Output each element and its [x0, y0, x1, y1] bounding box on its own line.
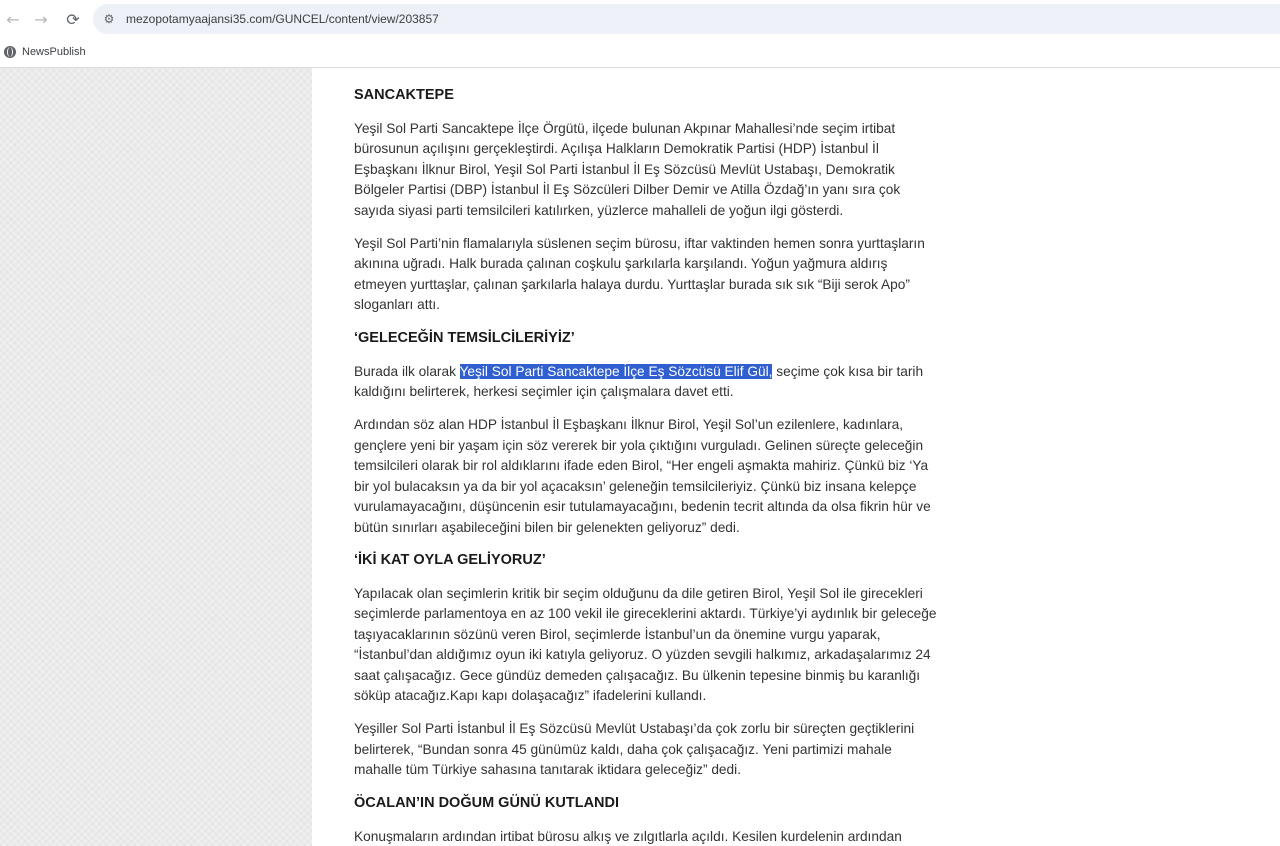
paragraph-text: Burada ilk olarak — [354, 363, 460, 379]
back-button[interactable] — [2, 8, 24, 30]
article-body — [354, 78, 940, 846]
bookmark-label: NewsPublish — [22, 46, 86, 58]
site-info-icon[interactable]: ⚙ — [103, 12, 115, 26]
paragraph: Yeşil Sol Parti Sancaktepe İlçe Örgütü, ilçede bulunan Akpınar Mahallesi’nde seçim irtibat bürosunun açılışını gerçekleştirdi. Açılışa Halkların Demokratik Partisi (HDP) İstanbul İl Eşbaşkanı İlknur Birol, Yeşil Sol Parti İstanbul İl Eş Sözcüsü Mevlüt Ustabaşı, Demokratik Bölgeler Partisi (DBP) İstanbul İl Eş Sözcüleri Dilber Demir ve Atilla Özdağ’ın yanı sıra çok sayıda siyasi parti temsilcileri katılırken, yüzlerce mahalleli de yoğun ilgi gösterdi. — [354, 121, 901, 218]
section-heading: ‘GELECEĞİN TEMSİLCİLERİYİZ’ — [354, 329, 575, 346]
reload-icon: ⟳ — [66, 9, 80, 29]
globe-icon — [4, 46, 16, 58]
section-heading: ‘İKİ KAT OYLA GELİYORUZ’ — [354, 551, 546, 568]
arrow-right-icon: → — [34, 9, 48, 29]
paragraph: Yeşil Sol Parti’nin flamalarıyla süslenen seçim bürosu, iftar vaktinden hemen sonra yurttaşların akınına uğradı. Halk burada çalınan coşkulu şarkılarla karşılandı. Yoğun yağmura aldırış etmeyen yurttaşlar, çalınan şarkılarla halaya durdu. Yurttaşlar burada sık sık “Biji serok Apo” sloganları attı. — [354, 236, 925, 313]
arrow-left-icon: ← — [6, 9, 20, 29]
browser-toolbar — [0, 0, 1280, 38]
section-heading: ÖCALAN’IN DOĞUM GÜNÜ KUTLANDI — [354, 794, 620, 811]
forward-button[interactable] — [30, 8, 52, 30]
address-bar[interactable] — [93, 4, 1280, 34]
reload-button[interactable] — [62, 8, 84, 30]
page-viewport[interactable] — [0, 68, 1280, 846]
url-text[interactable]: mezopotamyaajansi35.com/GUNCEL/content/view/203857 — [126, 12, 439, 26]
bookmark-newspublish[interactable] — [4, 43, 86, 61]
paragraph: Konuşmaların ardından irtibat bürosu alkış ve zılgıtlarla açıldı. Kesilen kurdelenin ardından — [354, 828, 902, 844]
background-pattern — [0, 68, 312, 846]
paragraph: Yapılacak olan seçimlerin kritik bir seçim olduğunu da dile getiren Birol, Yeşil Sol ile girecekleri seçimlerde parlamentoya en az 100 vekil ile gireceklerini aktardı. Türkiye’yi aydınlık bir geleceğe taşıyacaklarının sözünü veren Birol, seçimlerde İstanbul’un da önemine vurgu yaparak, “İstanbul’dan aldığımız oyun iki katıyla geliyoruz. O yüzden sevgili halkımız, arkadaşalarımız 24 saat çalışacağız. Gece gündüz demeden çalışacağız. Bu ülkenin tepesine binmiş bu karanlığı söküp atacağız.Kapı kapı dolaşacağız” ifadelerini kullandı. — [354, 585, 937, 703]
text-selection[interactable]: Yeşil Sol Parti Sancaktepe İlçe Eş Sözcüsü Elif Gül, — [459, 363, 773, 379]
paragraph — [354, 362, 940, 403]
paragraph: Ardından söz alan HDP İstanbul İl Eşbaşkanı İlknur Birol, Yeşil Sol’un ezilenlere, kadınlara, gençlere yeni bir yaşam için söz vererek bir yola çıktığını vurguladı. Gelinen süreçte geleceğin temsilcileri olarak bir rol aldıklarını ifade eden Birol, “Her engeli aşmakta mahiriz. Çünkü biz ‘Ya bir yol bulacaksın ya da bir yol açacaksın’ geleneğin temsilcileriyiz. Çünkü biz insana kelepçe vurulamayacağını, düşüncenin esir tutulamayacağını, bedenin tecrit altında da olsa fikrin hür ve bütün sınırları aşabileceğini bilen bir gelenekten geliyoruz” dedi. — [354, 417, 931, 535]
paragraph: Yeşiller Sol Parti İstanbul İl Eş Sözcüsü Mevlüt Ustabaşı’da çok zorlu bir süreçten geçtiklerini belirterek, “Bundan sonra 45 günümüz kaldı, daha çok çalışacağız. Yeni partimizi mahale mahalle tüm Türkiye sahasına tanıtarak iktidara geleceğiz” dedi. — [354, 721, 915, 778]
article-container — [312, 68, 1280, 846]
paragraph-text: seçime çok kısa bir tarih kaldığını belirterek, herkesi seçimler için çalışmalara davet etti. — [354, 363, 924, 400]
bookmarks-bar — [0, 38, 1280, 68]
section-heading: SANCAKTEPE — [354, 87, 454, 103]
